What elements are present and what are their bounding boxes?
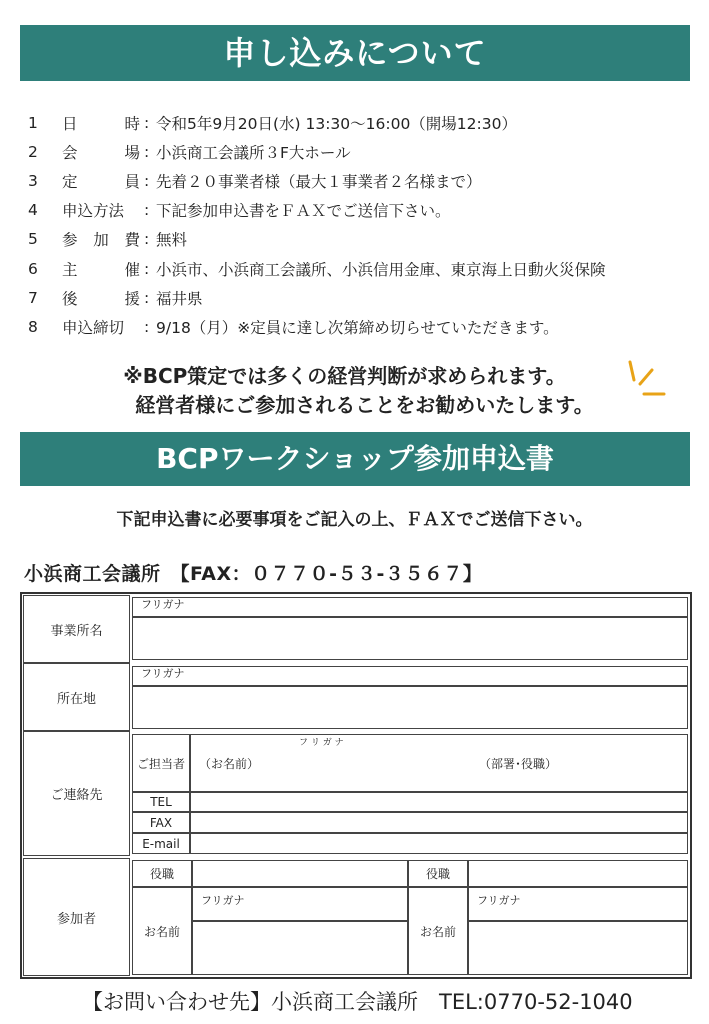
participant-name-field-1[interactable] xyxy=(192,921,408,975)
address-field[interactable] xyxy=(132,686,688,729)
colon: : xyxy=(144,288,150,307)
info-row xyxy=(28,166,708,195)
furigana-label: フリガナ xyxy=(141,598,185,611)
info-label: 会 場 xyxy=(62,143,140,162)
colon: : xyxy=(144,317,150,336)
person-field[interactable] xyxy=(190,734,688,792)
page-title: 申し込みについて xyxy=(20,25,690,81)
info-label: 申込方法 xyxy=(62,202,125,221)
tel-field[interactable] xyxy=(190,792,688,812)
organization-fax: 小浜商工会議所 【FAX：０７７０-５３-３５６７】 xyxy=(24,563,483,585)
email-field[interactable] xyxy=(190,833,688,854)
participant-furigana-field-1[interactable] xyxy=(192,887,408,921)
contact-label: ご連絡先 xyxy=(23,731,130,856)
info-label: 後 援 xyxy=(62,289,140,308)
colon: : xyxy=(144,259,150,278)
info-value: 下記参加申込書をＦＡＸでご送信下さい。 xyxy=(156,202,451,221)
business-name-field[interactable] xyxy=(132,617,688,660)
info-label: 主 催 xyxy=(62,260,140,279)
info-label: 定 員 xyxy=(62,172,140,191)
info-row xyxy=(28,254,708,283)
position-label: 役職 xyxy=(408,860,468,887)
info-row xyxy=(28,108,708,137)
colon: : xyxy=(144,142,150,161)
colon: : xyxy=(144,230,150,249)
furigana-small-label: フ リ ガ ナ xyxy=(299,738,344,748)
info-value: 9/18（月）※定員に達し次第締め切らせていただきます。 xyxy=(156,318,559,337)
info-row xyxy=(28,312,708,341)
info-number: 4 xyxy=(28,201,38,220)
participants-label: 参加者 xyxy=(23,858,130,976)
email-label: E-mail xyxy=(132,833,190,854)
info-number: 2 xyxy=(28,142,38,161)
info-number: 3 xyxy=(28,171,38,190)
position-field-1[interactable] xyxy=(192,860,408,887)
info-row xyxy=(28,225,708,254)
business-name-label: 事業所名 xyxy=(23,595,130,663)
person-label: ご担当者 xyxy=(132,734,190,792)
business-name-furigana-field[interactable] xyxy=(132,597,688,617)
info-number: 6 xyxy=(28,259,38,278)
info-value: 福井県 xyxy=(156,289,203,308)
application-form xyxy=(20,592,692,979)
furigana-label: フリガナ xyxy=(141,667,185,680)
info-value: 小浜商工会議所３F大ホール xyxy=(156,143,351,162)
participant-name-field-2[interactable] xyxy=(468,921,688,975)
info-value: 先着２０事業者様（最大１事業者２名様まで） xyxy=(156,172,482,191)
info-row xyxy=(28,137,708,166)
info-label: 日 時 xyxy=(62,114,140,133)
info-label: 申込締切 xyxy=(62,318,125,337)
colon: : xyxy=(144,171,150,190)
info-number: 8 xyxy=(28,317,38,336)
info-value: 小浜市、小浜商工会議所、小浜信用金庫、東京海上日動火災保険 xyxy=(156,260,606,279)
note-line-1: ※BCP策定では多くの経営判断が求められます。 xyxy=(123,364,566,388)
tel-label: TEL xyxy=(132,792,190,812)
furigana-label: フリガナ xyxy=(201,894,245,907)
name-label: お名前 xyxy=(408,887,468,975)
info-value: 無料 xyxy=(156,231,188,250)
fax-label: FAX xyxy=(132,812,190,833)
department-label: （部署･役職） xyxy=(479,757,558,771)
name-label: お名前 xyxy=(132,887,192,975)
position-field-2[interactable] xyxy=(468,860,688,887)
info-number: 1 xyxy=(28,113,38,132)
furigana-label: フリガナ xyxy=(477,894,521,907)
info-number: 5 xyxy=(28,230,38,249)
colon: : xyxy=(144,113,150,132)
colon: : xyxy=(144,201,150,220)
info-number: 7 xyxy=(28,288,38,307)
form-title: BCPワークショップ参加申込書 xyxy=(20,432,690,486)
info-row xyxy=(28,196,708,225)
info-value: 令和5年9月20日(水) 13:30～16:00（開場12:30） xyxy=(156,114,517,133)
address-furigana-field[interactable] xyxy=(132,666,688,686)
info-list xyxy=(28,108,708,342)
address-label: 所在地 xyxy=(23,663,130,731)
info-row xyxy=(28,283,708,312)
position-label: 役職 xyxy=(132,860,192,887)
participant-furigana-field-2[interactable] xyxy=(468,887,688,921)
note-line-2: 経営者様にご参加されることをお勧めいたします。 xyxy=(135,393,594,417)
sparkle-icon xyxy=(626,360,666,400)
contact-footer: 【お問い合わせ先】小浜商工会議所 TEL:0770-52-1040 xyxy=(82,990,633,1014)
your-name-label: （お名前） xyxy=(199,757,260,771)
instruction-text: 下記申込書に必要事項をご記入の上、ＦＡＸでご送信下さい。 xyxy=(116,510,593,530)
info-label: 参 加 費 xyxy=(62,231,140,250)
fax-field[interactable] xyxy=(190,812,688,833)
